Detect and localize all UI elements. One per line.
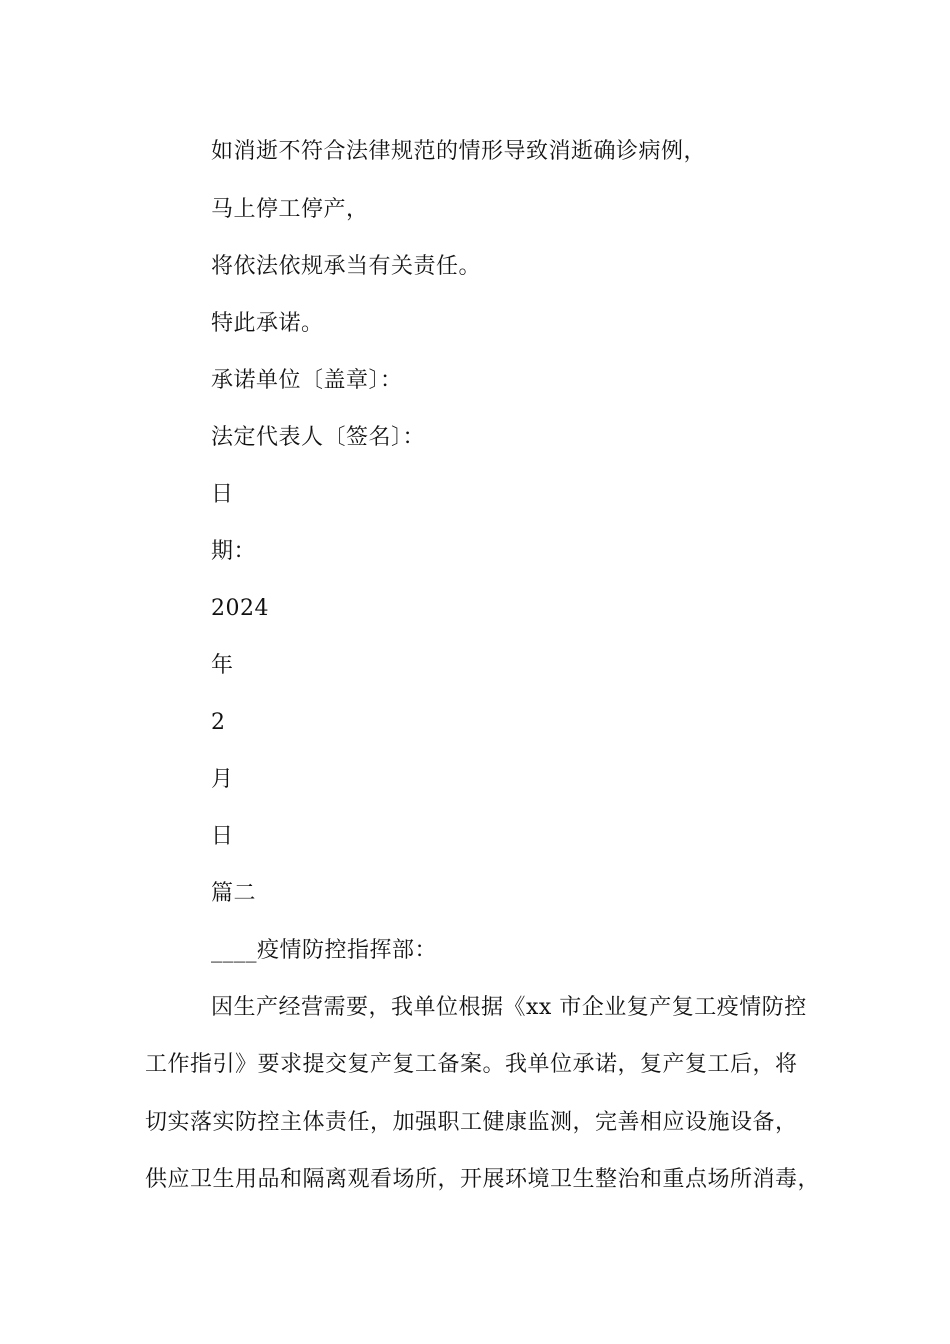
paragraph-line: 工作指引》要求提交复产复工备案。我单位承诺，复产复工后，将 bbox=[145, 1052, 798, 1077]
section-heading: 篇二 bbox=[211, 881, 257, 906]
paragraph-line: 如消逝不符合法律规范的情形导致消逝确诊病例， bbox=[211, 139, 707, 164]
date-day-unit: 日 bbox=[211, 824, 234, 849]
date-month: 2 bbox=[211, 710, 226, 735]
closing-statement: 特此承诺。 bbox=[211, 311, 324, 336]
addressee-line: ____疫情防控指挥部： bbox=[211, 938, 438, 963]
signing-unit-label: 承诺单位〔盖章〕： bbox=[211, 368, 403, 393]
paragraph-line: 将依法依规承当有关责任。 bbox=[211, 254, 482, 279]
legal-representative-label: 法定代表人〔签名〕： bbox=[211, 425, 426, 450]
date-year: 2024 bbox=[211, 596, 269, 621]
date-month-unit: 月 bbox=[211, 767, 234, 792]
date-year-unit: 年 bbox=[211, 653, 234, 678]
paragraph-line: 马上停工停产， bbox=[211, 197, 369, 222]
paragraph-line: 切实落实防控主体责任，加强职工健康监测，完善相应设施设备， bbox=[145, 1110, 798, 1135]
date-label-part: 期： bbox=[211, 539, 257, 564]
date-label-part: 日 bbox=[211, 482, 234, 507]
paragraph-line: 供应卫生用品和隔离观看场所，开展环境卫生整治和重点场所消毒， bbox=[145, 1167, 821, 1192]
paragraph-line: 因生产经营需要，我单位根据《xx 市企业复产复工疫情防控 bbox=[211, 995, 807, 1020]
